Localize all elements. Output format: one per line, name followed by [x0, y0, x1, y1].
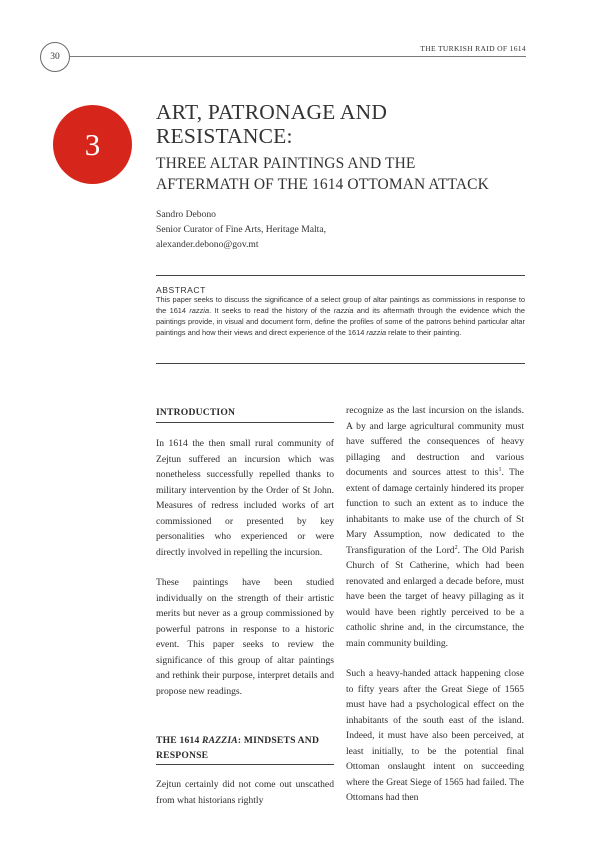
chapter-subtitle-line-1: THREE ALTAR PAINTINGS AND THE — [156, 155, 416, 172]
abstract-italic-term: razzia — [333, 305, 354, 315]
author-name: Sandro Debono — [156, 209, 216, 220]
section-heading-razzia — [156, 733, 334, 765]
abstract-heading: ABSTRACT — [156, 285, 206, 295]
abstract-italic-term: razzia — [366, 327, 387, 337]
page-number — [40, 42, 70, 72]
abstract-rule-bottom — [156, 363, 525, 364]
author-email[interactable]: alexander.debono@gov.mt — [156, 239, 259, 250]
chapter-title — [156, 100, 536, 148]
abstract-italic-term: razzia — [189, 305, 210, 315]
chapter-subtitle — [156, 153, 536, 195]
footnote-ref[interactable]: 2 — [454, 544, 458, 551]
chapter-title-line-1: ART, PATRONAGE AND — [156, 100, 388, 124]
chapter-number: 3 — [84, 126, 101, 162]
footnote-ref[interactable]: 1 — [498, 467, 502, 473]
running-header: THE TURKISH RAID OF 1614 — [420, 44, 526, 53]
header-rule — [70, 56, 526, 57]
heading-part: : MINDSETS AND RESPONSE — [156, 735, 320, 761]
section-heading-introduction: INTRODUCTION — [156, 405, 334, 423]
abstract-rule-top — [156, 275, 525, 276]
abstract-text-part: relate to their painting. — [386, 327, 462, 337]
chapter-subtitle-line-2: AFTERMATH OF THE 1614 OTTOMAN ATTACK — [156, 176, 489, 193]
heading-part: THE 1614 — [156, 735, 203, 746]
abstract-text-part: This paper seeks to discuss the significance of a select group of altar paintings as commissions in response to the 1614 — [156, 295, 525, 315]
chapter-title-line-2: RESISTANCE: — [156, 124, 293, 148]
body-column-left — [156, 405, 334, 808]
author-affiliation: Senior Curator of Fine Arts, Heritage Malta, — [156, 224, 326, 235]
page-number-text: 30 — [50, 52, 60, 62]
chapter-number-badge — [53, 105, 132, 184]
paragraph-part: . The Old Parish Church of St Catherine, which had been renovated and enlarged a decade before, must have been the target of heavy pillaging as it would have been rightly perceived to be a catholic shrine and, in the circumstance, the main community building. — [346, 544, 524, 649]
abstract-text — [156, 295, 525, 339]
abstract-text-part: and its aftermath through the evidence which the paintings provide, in visual and document form, define the profiles of some of the patrons behind particular altar paintings and how their views and direct experience of the 1614 — [156, 305, 525, 337]
heading-italic-term: RAZZIA — [202, 735, 238, 746]
paragraph: These paintings have been studied individually on the strength of their artistic merits but never as a group commissioned by powerful patrons in response to a historic event. This paper seeks to review the significance of this group of altar paintings and rethink their purpose, interpret details and propose new readings. — [156, 577, 334, 697]
paragraph-part: recognize as the last incursion on the islands. A by and large agricultural community must have suffered the consequences of heavy pillaging and destruction and various documents and sources attest to this — [346, 405, 524, 478]
paragraph: Such a heavy-handed attack happening close to fifty years after the Great Siege of 1565 must have had a psychological effect on the inhabitants of the south east of the island. Indeed, it must have also been perceived, at least initially, to be the potential final Ottoman onslaught intent on succeeding where the Great Siege of 1565 had failed. The Ottomans had then — [346, 668, 524, 803]
paragraph — [346, 403, 524, 651]
paragraph-part: . The extent of damage certainly hindered its proper function to such an extent as to induce the inhabitants to make use of the church of St Mary Assumption, now dedicated to the Transfiguration of the Lord — [346, 467, 524, 556]
abstract-text-part: . It seeks to read the history of the — [209, 305, 334, 315]
author-block — [156, 207, 456, 252]
paragraph: In 1614 the then small rural community of Zejtun suffered an incursion which was nonetheless successfully repelled thanks to military intervention by the Order of St John. Measures of redress included works of art commissioned or presented by key personalities who experienced or were directly involved in repelling the incursion. — [156, 438, 334, 558]
paragraph: Zejtun certainly did not come out unscathed from what historians rightly — [156, 779, 334, 806]
body-column-right — [346, 403, 524, 806]
